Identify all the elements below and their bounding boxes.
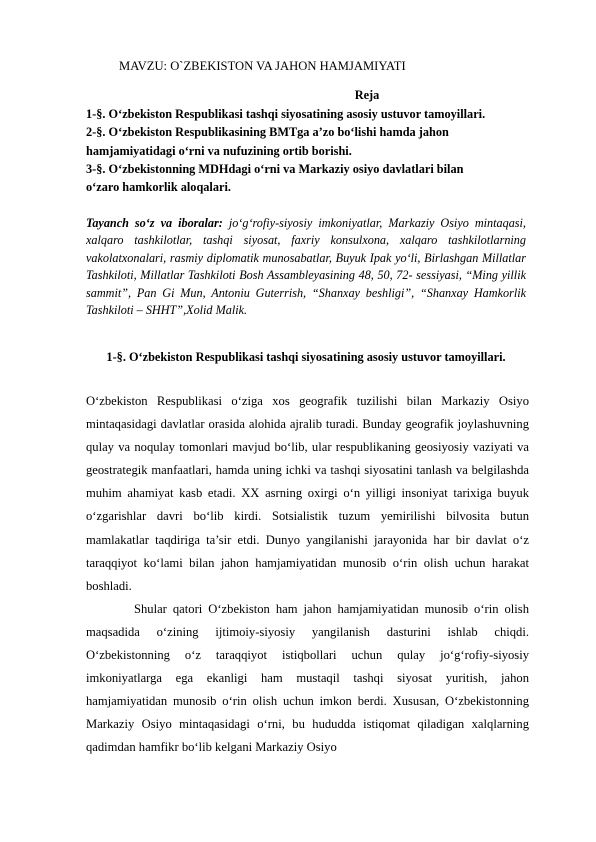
plan-item: o‘zaro hamkorlik aloqalari. [86, 180, 231, 195]
plan-item: hamjamiyatidagi o‘rni va nufuzining ortib borishi. [86, 143, 352, 158]
keywords-label: Tayanch so‘z va iboralar: [86, 216, 223, 230]
body-text [86, 390, 529, 760]
plan-heading: Reja [354, 88, 380, 102]
paragraph: Shular qatori O‘zbekiston ham jahon hamjamiyatidan munosib o‘rin olish maqsadida o‘zining ijtimoiy-siyosiy yangilanish dasturini ishlab chiqdi. O‘zbekistonning o‘z taraqqiyot istiqbollari uchun qulay jo‘g‘rofiy-siyosiy imkoniyatlarga ega ekanligi ham mustaqil tashqi siyosat yuritish, jahon hamjamiyatidan munosib o‘rin olish uchun imkon berdi. Xususan, O‘zbekistonning Markaziy Osiyo mintaqasidagi o‘rni, bu hududda istiqomat qiladigan xalqlarning qadimdan hamfikr bo‘lib kelgani Markaziy Osiyo [86, 601, 529, 755]
document-title: MAVZU: O`ZBEKISTON VA JAHON HAMJAMIYATI [119, 59, 406, 73]
plan-item: 2-§. O‘zbekiston Respublikasining BMTga a’zo bo‘lishi hamda jahon [86, 125, 449, 140]
plan-list [86, 105, 526, 196]
section-heading: 1-§. O‘zbekiston Respublikasi tashqi siyosatining asosiy ustuvor tamoyillari. [106, 350, 506, 364]
plan-item: 3-§. O‘zbekistonning MDHdagi o‘rni va Markaziy osiyo davlatlari bilan [86, 161, 464, 176]
paragraph: O‘zbekiston Respublikasi o‘ziga xos geografik tuzilishi bilan Markaziy Osiyo mintaqasidagi davlatlar orasida alohida ajralib turadi. Bunday geografik joylashuvning qulay va noqulay tomonlari mavjud bo‘lib, ular respublikaning geosiyosiy vaziyati va geostrategik manfaatlari, hamda uning ichki va tashqi siyosatini tanlash va belgilashda muhim ahamiyat kasb etadi. XX asrning oxirgi o‘n yilligi insoniyat tarixiga buyuk o‘zgarishlar davri bo‘lib kirdi. Sotsialistik tuzum yemirilishi bilvosita butun mamlakatlar taqdiriga ta’sir etdi. Dunyo yangilanishi jarayonida har bir davlat o‘z taraqqiyot ko‘lami bilan jahon hamjamiyatidan munosib o‘rin olish uchun harakat boshladi. [86, 394, 529, 593]
plan-item: 1-§. O‘zbekiston Respublikasi tashqi siyosatining asosiy ustuvor tamoyillari. [86, 107, 486, 121]
keywords-text: jo‘g‘rofiy-siyosiy imkoniyatlar, Markaziy Osiyo mintaqasi, xalqaro tashkilotlar, tashqi siyosat, faxriy konsulxona, xalqaro tashkilotlarning vakolatxonalari, rasmiy diplomatik munosabatlar, Buyuk Ipak yo‘li, Birlashgan Millatlar Tashkiloti, Millatlar Tashkiloti Bosh Assambleyasining 48, 50, 72- sessiyasi, “Ming yillik sammit”, Pan Gi Mun, Antoniu Guterrish, “Shanxay beshligi”, “Shanxay Hamkorlik Tashkiloti – SHHT”,Xolid Malik. [86, 216, 526, 318]
keywords-block [86, 215, 526, 319]
